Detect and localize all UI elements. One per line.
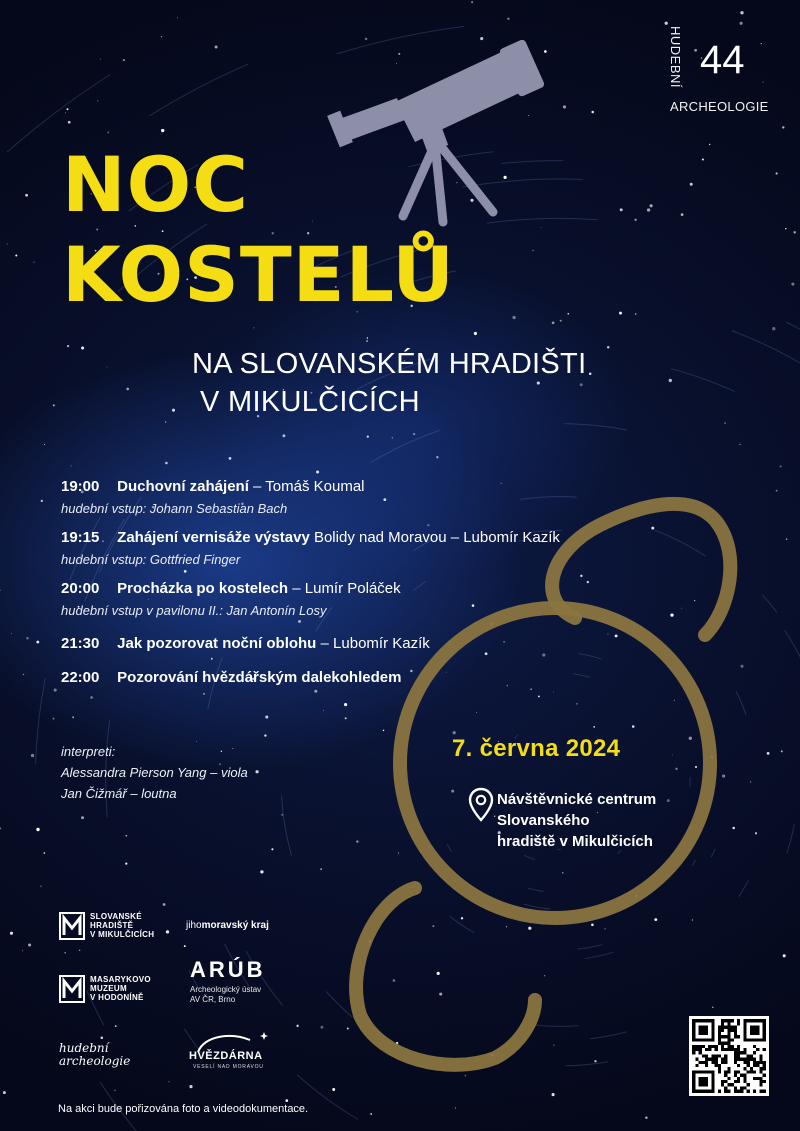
qr-module — [715, 1064, 718, 1067]
arub-logo-mark: ARÚB — [190, 957, 266, 982]
qr-module — [734, 1029, 737, 1032]
qr-module — [731, 1019, 734, 1022]
qr-module — [724, 1058, 727, 1061]
qr-module — [759, 1077, 762, 1080]
qr-module — [734, 1090, 737, 1093]
qr-module — [759, 1080, 762, 1083]
slovanske-hradiste-logo-text: SLOVANSKÉ HRADIŠTĚ V MIKULČICÍCH — [90, 912, 155, 939]
qr-module — [734, 1070, 737, 1073]
qr-module — [718, 1064, 721, 1067]
qr-module — [711, 1058, 714, 1061]
event-venue — [497, 789, 656, 852]
qr-module — [743, 1074, 746, 1077]
qr-module — [737, 1058, 740, 1061]
qr-module — [734, 1061, 737, 1064]
program-detail: – Tomáš Koumal — [248, 478, 365, 495]
footer-note: Na akci bude pořizována foto a videodokumentace. — [58, 1103, 309, 1115]
program-name: Pozorování hvězdářským dalekohledem — [117, 669, 402, 686]
program-item — [61, 579, 621, 620]
qr-finder — [699, 1077, 709, 1087]
qr-module — [731, 1026, 734, 1029]
series-sub-label: ARCHEOLOGIE — [670, 99, 769, 114]
qr-module — [705, 1061, 708, 1064]
qr-module — [734, 1054, 737, 1057]
qr-module — [734, 1074, 737, 1077]
qr-code[interactable] — [689, 1016, 769, 1096]
series-vertical-label: HUDEBNÍ — [668, 26, 683, 89]
qr-module — [724, 1080, 727, 1083]
qr-module — [721, 1058, 724, 1061]
venue-line: Slovanského — [497, 812, 590, 829]
qr-module — [731, 1029, 734, 1032]
qr-module — [721, 1045, 724, 1048]
program-detail: – Lumír Poláček — [288, 580, 401, 597]
qr-module — [699, 1048, 702, 1051]
qr-module — [763, 1074, 766, 1077]
qr-module — [747, 1090, 750, 1093]
qr-module — [702, 1045, 705, 1048]
qr-module — [734, 1080, 737, 1083]
qr-module — [743, 1058, 746, 1061]
subtitle-line-1: NA SLOVANSKÉM HRADIŠTI — [192, 348, 587, 380]
qr-module — [763, 1061, 766, 1064]
qr-module — [695, 1048, 698, 1051]
qr-finder — [699, 1026, 709, 1036]
qr-module — [763, 1048, 766, 1051]
qr-module — [708, 1058, 711, 1061]
qr-module — [753, 1064, 756, 1067]
qr-module — [740, 1058, 743, 1061]
qr-module — [699, 1051, 702, 1054]
hvezdarna-logo-sub: VESELÍ NAD MORAVOU — [193, 1064, 264, 1070]
qr-module — [724, 1026, 727, 1029]
series-number: 44 — [700, 38, 745, 82]
qr-module — [721, 1022, 724, 1025]
qr-module — [737, 1090, 740, 1093]
qr-module — [756, 1077, 759, 1080]
qr-module — [743, 1067, 746, 1070]
qr-module — [708, 1045, 711, 1048]
qr-module — [721, 1035, 724, 1038]
qr-module — [740, 1074, 743, 1077]
qr-module — [753, 1045, 756, 1048]
qr-module — [705, 1064, 708, 1067]
masarykovo-muzeum-logo-icon — [59, 975, 85, 1003]
program-item — [61, 477, 621, 518]
qr-module — [727, 1022, 730, 1025]
qr-module — [747, 1083, 750, 1086]
location-pin-icon — [468, 787, 494, 823]
program-detail: Bolidy nad Moravou – Lubomír Kazík — [309, 529, 560, 546]
program-name: Procházka po kostelech — [117, 580, 289, 597]
qr-module — [759, 1067, 762, 1070]
program-time: 22:00 — [61, 669, 100, 686]
program-time: 21:30 — [61, 635, 100, 652]
qr-module — [721, 1029, 724, 1032]
qr-module — [737, 1080, 740, 1083]
program-name: Zahájení vernisáže výstavy — [117, 529, 310, 546]
qr-module — [718, 1035, 721, 1038]
qr-module — [721, 1061, 724, 1064]
qr-module — [721, 1019, 724, 1022]
qr-module — [724, 1048, 727, 1051]
qr-module — [750, 1070, 753, 1073]
venue-line: Návštěvnické centrum — [497, 791, 657, 808]
qr-module — [727, 1070, 730, 1073]
qr-module — [731, 1083, 734, 1086]
qr-module — [718, 1067, 721, 1070]
qr-module — [727, 1035, 730, 1038]
qr-module — [753, 1070, 756, 1073]
program-item — [61, 634, 621, 654]
qr-module — [724, 1042, 727, 1045]
qr-module — [721, 1080, 724, 1083]
program-time: 20:00 — [61, 580, 100, 597]
program-time: 19:15 — [61, 529, 100, 546]
qr-module — [763, 1080, 766, 1083]
qr-module — [727, 1042, 730, 1045]
qr-module — [692, 1048, 695, 1051]
qr-module — [763, 1064, 766, 1067]
qr-module — [737, 1077, 740, 1080]
qr-module — [721, 1048, 724, 1051]
qr-module — [743, 1048, 746, 1051]
qr-module — [734, 1051, 737, 1054]
qr-module — [692, 1051, 695, 1054]
qr-module — [759, 1054, 762, 1057]
program-time: 19:00 — [61, 478, 100, 495]
qr-module — [759, 1083, 762, 1086]
qr-module — [756, 1061, 759, 1064]
qr-module — [727, 1077, 730, 1080]
qr-module — [721, 1026, 724, 1029]
qr-module — [724, 1035, 727, 1038]
qr-module — [737, 1064, 740, 1067]
arub-logo-text: Archeologický ústav AV ČR, Brno — [190, 985, 262, 1004]
qr-module — [756, 1064, 759, 1067]
qr-module — [737, 1070, 740, 1073]
qr-module — [727, 1048, 730, 1051]
qr-module — [702, 1054, 705, 1057]
qr-module — [753, 1061, 756, 1064]
qr-module — [705, 1058, 708, 1061]
qr-module — [747, 1064, 750, 1067]
qr-module — [759, 1061, 762, 1064]
qr-module — [705, 1054, 708, 1057]
qr-module — [711, 1061, 714, 1064]
qr-module — [727, 1045, 730, 1048]
qr-module — [747, 1058, 750, 1061]
qr-module — [737, 1048, 740, 1051]
qr-module — [718, 1090, 721, 1093]
venue-line: hradiště v Mikulčicích — [497, 833, 653, 850]
qr-module — [737, 1054, 740, 1057]
qr-module — [727, 1019, 730, 1022]
hvezdarna-logo-name: HVĚZDÁRNA — [189, 1050, 263, 1062]
qr-module — [711, 1045, 714, 1048]
qr-module — [695, 1045, 698, 1048]
qr-module — [721, 1083, 724, 1086]
qr-module — [724, 1061, 727, 1064]
qr-module — [727, 1029, 730, 1032]
qr-module — [763, 1067, 766, 1070]
qr-module — [715, 1045, 718, 1048]
qr-module — [750, 1058, 753, 1061]
program-list — [61, 477, 621, 698]
program-music: hudební vstup: Johann Sebastian Bach — [61, 501, 288, 516]
qr-module — [718, 1054, 721, 1057]
qr-module — [747, 1054, 750, 1057]
qr-module — [743, 1077, 746, 1080]
qr-module — [727, 1090, 730, 1093]
qr-module — [727, 1032, 730, 1035]
qr-module — [734, 1048, 737, 1051]
qr-module — [743, 1080, 746, 1083]
hvezdarna-dome-icon — [190, 1030, 270, 1052]
subtitle-line-2: V MIKULČICÍCH — [200, 386, 420, 418]
qr-module — [708, 1048, 711, 1051]
qr-module — [737, 1022, 740, 1025]
program-music: hudební vstup v pavilonu II.: Jan Antonín Losy — [61, 603, 327, 618]
qr-module — [724, 1086, 727, 1089]
qr-module — [711, 1054, 714, 1057]
qr-module — [750, 1054, 753, 1057]
qr-module — [718, 1070, 721, 1073]
qr-module — [747, 1061, 750, 1064]
program-name: Duchovní zahájení — [117, 478, 249, 495]
qr-module — [763, 1090, 766, 1093]
performers — [61, 741, 248, 804]
title-line-1: NOC — [62, 140, 249, 229]
performers-heading: interpreti: — [61, 744, 116, 759]
qr-module — [759, 1090, 762, 1093]
qr-module — [743, 1086, 746, 1089]
qr-module — [743, 1061, 746, 1064]
qr-module — [724, 1074, 727, 1077]
qr-module — [734, 1086, 737, 1089]
qr-module — [724, 1054, 727, 1057]
qr-module — [740, 1090, 743, 1093]
qr-module — [727, 1026, 730, 1029]
qr-module — [734, 1032, 737, 1035]
jihomoravsky-kraj-logo: jihomoravský kraj — [186, 920, 269, 931]
qr-module — [721, 1042, 724, 1045]
qr-module — [734, 1058, 737, 1061]
qr-module — [734, 1026, 737, 1029]
qr-module — [724, 1070, 727, 1073]
qr-module — [740, 1051, 743, 1054]
qr-module — [692, 1045, 695, 1048]
qr-module — [731, 1045, 734, 1048]
qr-module — [715, 1054, 718, 1057]
qr-module — [715, 1058, 718, 1061]
masarykovo-muzeum-logo-text: MASARYKOVO MUZEUM V HODONÍNĚ — [90, 975, 151, 1002]
title-line-2: KOSTELŮ — [62, 230, 456, 319]
qr-module — [715, 1061, 718, 1064]
qr-module — [718, 1038, 721, 1041]
program-name: Jak pozorovat noční oblohu — [117, 635, 317, 652]
qr-module — [759, 1058, 762, 1061]
qr-module — [753, 1058, 756, 1061]
program-music: hudební vstup: Gottfried Finger — [61, 552, 241, 567]
program-item — [61, 528, 621, 569]
qr-module — [718, 1032, 721, 1035]
qr-module — [737, 1045, 740, 1048]
qr-module — [695, 1064, 698, 1067]
qr-module — [724, 1090, 727, 1093]
slovanske-hradiste-logo-icon — [59, 912, 85, 940]
qr-module — [727, 1083, 730, 1086]
qr-module — [731, 1038, 734, 1041]
qr-module — [727, 1067, 730, 1070]
qr-finder — [750, 1026, 760, 1036]
qr-module — [718, 1026, 721, 1029]
qr-module — [718, 1042, 721, 1045]
qr-module — [699, 1061, 702, 1064]
qr-module — [740, 1086, 743, 1089]
qr-module — [695, 1058, 698, 1061]
qr-module — [759, 1070, 762, 1073]
performer: Alessandra Pierson Yang – viola — [61, 765, 248, 780]
qr-module — [702, 1061, 705, 1064]
qr-module — [753, 1090, 756, 1093]
program-item — [61, 668, 621, 688]
event-date: 7. června 2024 — [452, 735, 621, 762]
program-detail: – Lubomír Kazík — [316, 635, 430, 652]
qr-module — [724, 1019, 727, 1022]
qr-module — [699, 1045, 702, 1048]
poster-title — [62, 140, 455, 320]
qr-module — [718, 1029, 721, 1032]
qr-module — [753, 1077, 756, 1080]
qr-module — [737, 1051, 740, 1054]
qr-module — [753, 1051, 756, 1054]
performer: Jan Čižmář – loutna — [61, 786, 177, 801]
qr-module — [743, 1051, 746, 1054]
qr-module — [734, 1035, 737, 1038]
qr-module — [756, 1048, 759, 1051]
qr-module — [750, 1067, 753, 1070]
qr-module — [705, 1048, 708, 1051]
qr-module — [715, 1048, 718, 1051]
poster-subtitle — [192, 345, 586, 421]
qr-module — [737, 1035, 740, 1038]
qr-module — [747, 1070, 750, 1073]
qr-module — [737, 1019, 740, 1022]
qr-module — [731, 1048, 734, 1051]
hudebni-archeologie-logo: hudební archeologie — [59, 1041, 131, 1068]
qr-module — [727, 1038, 730, 1041]
